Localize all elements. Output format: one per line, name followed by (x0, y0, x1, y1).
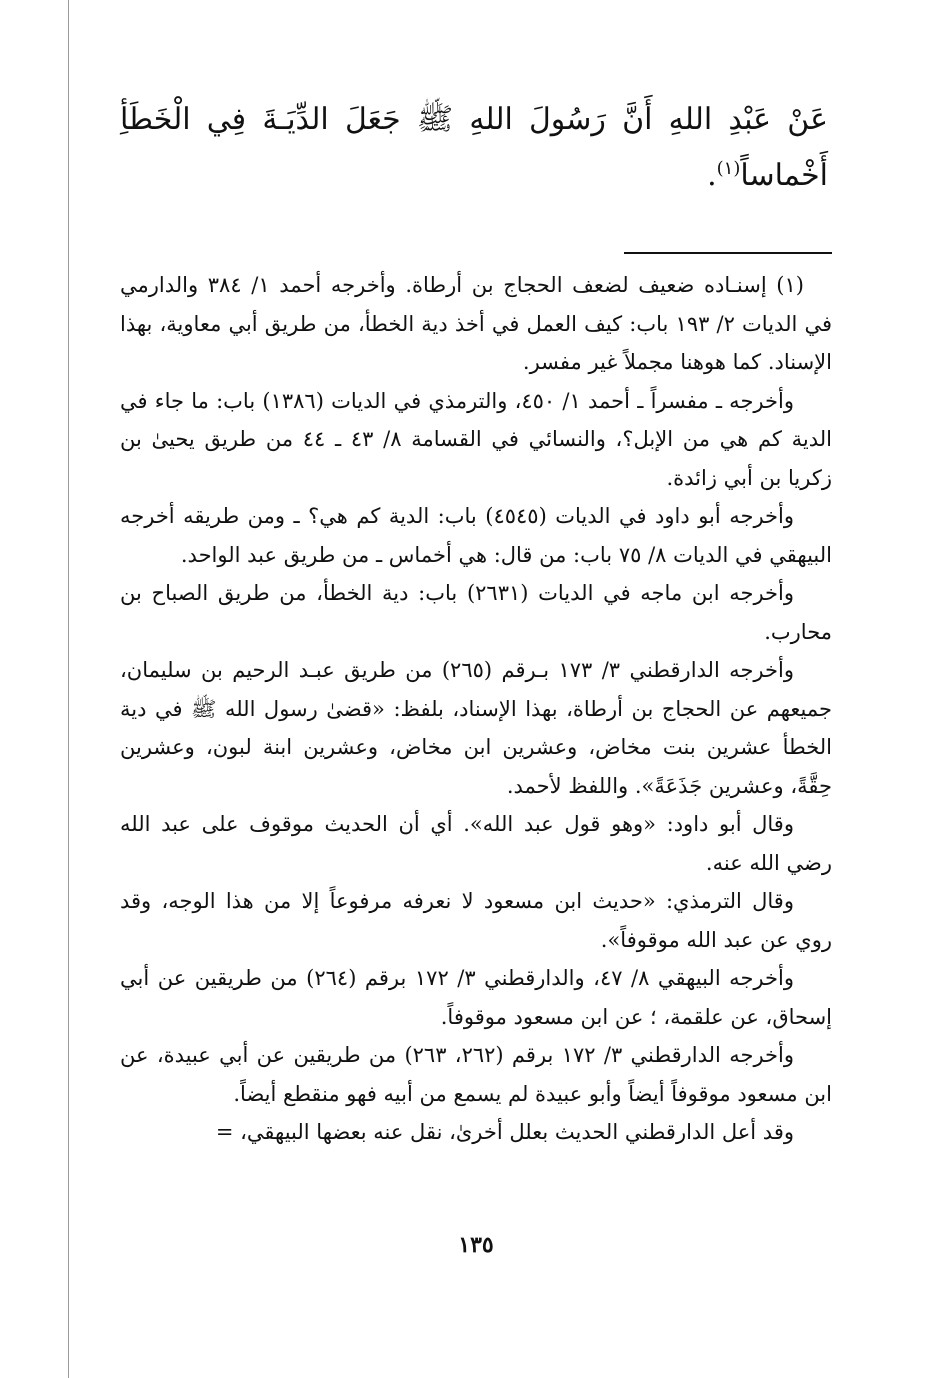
footnote-paragraph: وأخرجه الدارقطني ٣/ ١٧٣ بـرقم (٢٦٥) من طريق عبـد الرحيم بن سليمان، جميعهم عن الحجاج بن أرطاة، بهذا الإسناد، بلفظ: «قضىٰ رسول الله ﷺ في دية الخطأ عشرين بنت مخاض، وعشرين ابن مخاض، وعشرين ابنة لبون، وعشرين حِقَّةً، وعشرين جَذَعَةً». واللفظ لأحمد. (120, 658, 832, 798)
footnote-paragraph: (١) إسنـاده ضعيف لضعف الحجاج بن أرطاة. وأخرجه أحمد ١/ ٣٨٤ والدارمي في الديات ٢/ ١٩٣ باب: كيف العمل في أخذ دية الخطأ، من طريق أبي معاوية، بهذا الإسناد. كما هوهنا مجملاً غير مفسر. (120, 273, 832, 374)
footnote-paragraph: وأخرجه البيهقي ٨/ ٤٧، والدارقطني ٣/ ١٧٢ برقم (٢٦٤) من طريقين عن أبي إسحاق، عن علقمة، ؛ عن ابن مسعود موقوفاً. (120, 966, 832, 1029)
footnote-paragraph: وأخرجه ـ مفسراً ـ أحمد ١/ ٤٥٠، والترمذي في الديات (١٣٨٦) باب: ما جاء في الدية كم هي من الإبل؟، والنسائي في القسامة ٨/ ٤٣ ـ ٤٤ من طريق يحيىٰ بن زكريا بن أبي زائدة. (120, 388, 832, 490)
footnote-reference-mark: (١) (716, 158, 741, 179)
page-number: ١٣٥ (458, 1232, 494, 1258)
footnote-paragraph: وقد أعل الدارقطني الحديث بعلل أخرىٰ، نقل عنه بعضها البيهقي، = (215, 1120, 794, 1144)
footnote-separator (624, 252, 832, 254)
footnote-paragraph: وأخرجه أبو داود في الديات (٤٥٤٥) باب: الدية كم هي؟ ـ ومن طريقه أخرجه البيهقي في الديات ٨/ ٧٥ باب: من قال: هي أخماس ـ من طريق عبد الواحد. (120, 504, 832, 567)
page-margin-line (68, 0, 69, 1378)
page-body (120, 92, 832, 1152)
footnotes (120, 266, 832, 1152)
footnote-paragraph: وقال أبو داود: «وهو قول عبد الله». أي أن الحديث موقوف على عبد الله رضي الله عنه. (120, 812, 832, 875)
footnote-paragraph: وأخرجه الدارقطني ٣/ ١٧٢ برقم (٢٦٢، ٢٦٣) من طريقين عن أبي عبيدة، عن ابن مسعود موقوفاً أيضاً وأبو عبيدة لم يسمع من أبيه فهو منقطع أيضاً. (120, 1043, 832, 1106)
footnote-paragraph: وأخرجه ابن ماجه في الديات (٢٦٣١) باب: دية الخطأ، من طريق الصباح بن محارب. (120, 581, 832, 644)
hadith-text: عَنْ عَبْدِ اللهِ أَنَّ رَسُولَ اللهِ ﷺ جَعَلَ الدِّيَـةَ فِي الْخَطَأِ أَخْماساً$^{(١)}$. (120, 102, 828, 193)
footnote-paragraph: وقال الترمذي: «حديث ابن مسعود لا نعرفه مرفوعاً إلا من هذا الوجه، وقد روي عن عبد الله موقوفاً». (120, 889, 832, 952)
